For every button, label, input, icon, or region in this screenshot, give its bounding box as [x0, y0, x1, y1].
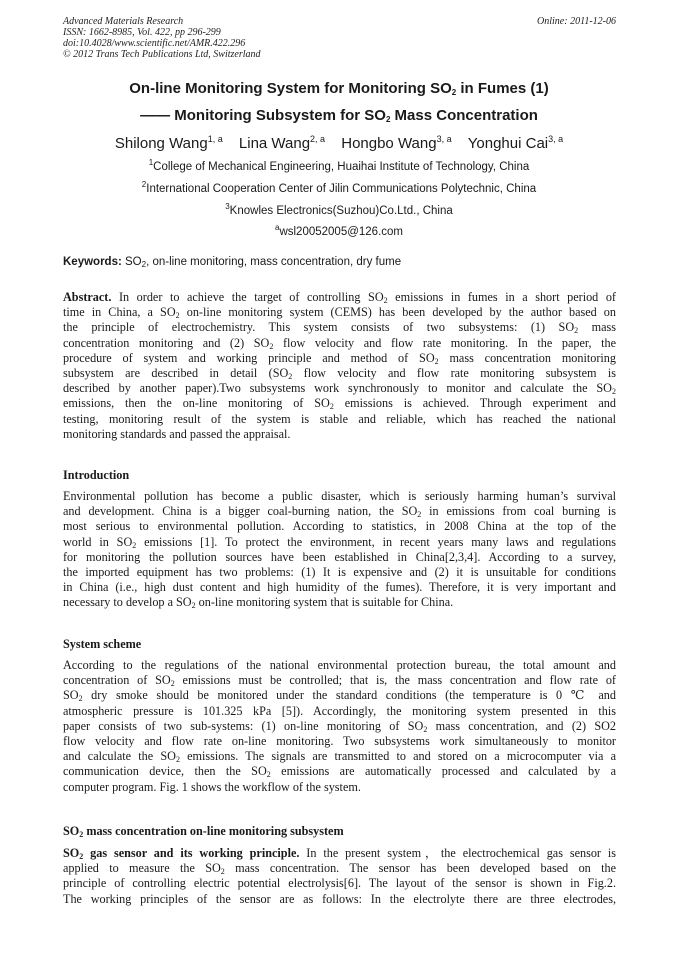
text-line: paper consists of two sub-systems: (1) on-line monitoring of $SO_2$ mass concentration, and (2) SO2 [63, 718, 616, 734]
text-line: atmospheric pressure is 101.325 kPa [5]). Accordingly, the monitoring system presented in this [63, 703, 616, 718]
text-line: and calculate the $SO_2$ emissions. The signals are transmitted to and stored on a microcomputer via a [63, 749, 616, 765]
text-line: procedure of system and working principle and method of $SO_2$ mass concentration monitoring [63, 350, 616, 366]
affiliation: $^1$College of Mechanical Engineering, Huaihai Institute of Technology, China [148, 158, 530, 173]
system-scheme-text [63, 658, 616, 795]
introduction-text [63, 489, 616, 611]
text-line: world in $SO_2$ emissions [1]. To protect the environment, in recent years many laws and regulations [63, 534, 616, 550]
paper-title-line-1: On-line Monitoring System for Monitoring $SO_2$ in Fumes (1) [129, 80, 549, 97]
affiliation: $^2$International Cooperation Center of Jilin Communications Polytechnic, China [141, 180, 537, 195]
text-line: computer program. Fig. 1 shows the workflow of the system. [63, 779, 361, 794]
text-line: concentration of $SO_2$ emissions must be controlled; that is, the mass concentration and flow rate of [63, 673, 616, 689]
author: Shilong Wang$^{1, a}$ [114, 134, 223, 152]
journal-name: Advanced Materials Research [63, 16, 184, 27]
text-line: Environmental pollution has become a public disaster, which is seriously harming human’s survival [63, 489, 616, 503]
journal-header [63, 16, 261, 60]
text-line: communication device, then the $SO_2$ emissions are automatically processed and calculated by a [63, 764, 616, 780]
author: Lina Wang$^{2, a}$ [238, 134, 326, 152]
section-heading-introduction: Introduction [63, 468, 130, 482]
text-line: subsystem are described in detail ($SO_2$ flow velocity and flow rate monitoring subsystem is [63, 365, 616, 381]
text-line: Abstract. In order to achieve the target of controlling $SO_2$ emissions in fumes in a short period of [63, 290, 616, 305]
text-line: principle of controlling electric potential electrolysis[6]. The layout of the sensor is shown in Fig.2. [63, 876, 616, 891]
text-line: monitoring standards and passed the appraisal. [63, 426, 291, 441]
text-line: $SO_2$ gas sensor and its working principle. In the present system，the electrochemical gas sensor is [63, 846, 616, 861]
text-line: $SO_2$ dry smoke should be monitored under the standard conditions (the temperature is 0 ℃ and [63, 688, 616, 704]
text-line: concentration monitoring and (2) $SO_2$ flow velocity and flow rate monitoring. In the paper, the [63, 335, 616, 351]
text-line: the principle of electrochemistry. This system consists of two subsystems: (1) $SO_2$ mass [63, 320, 616, 336]
text-line: necessary to develop a $SO_2$ on-line monitoring system that is suitable for China. [63, 595, 454, 611]
text-line: time in China, a $SO_2$ on-line monitoring system (CEMS) has been developed by the author based on [63, 305, 616, 321]
online-date: Online: 2011-12-06 [537, 16, 616, 27]
text-line: The working principles of the sensor are as follows: In the electrolyte there are three electrodes, [63, 891, 616, 906]
text-line: and development. China is a bigger coal-burning nation, the $SO_2$ in emissions from coal burning is [63, 504, 616, 520]
paper-title-line-2: —— Monitoring Subsystem for $SO_2$ Mass Concentration [140, 107, 538, 124]
text-line: According to the regulations of the national environmental protection bureau, the total amount and [63, 658, 616, 672]
keywords: Keywords: $SO_2$, on-line monitoring, mass concentration, dry fume [63, 256, 402, 269]
section-heading-subsystem: $SO_2$ mass concentration on-line monitoring subsystem [63, 824, 344, 839]
author-list [0, 128, 678, 155]
author: Hongbo Wang$^{3, a}$ [341, 134, 452, 152]
journal-copyright: © 2012 Trans Tech Publications Ltd, Switzerland [63, 49, 261, 60]
author-email: $^a$wsl20052005@126.com [274, 223, 403, 238]
paragraph-label: $SO_2$ gas sensor and its working principle. [63, 846, 300, 861]
abstract-label: Abstract. [63, 290, 112, 304]
text-line: testing, monitoring result of the system is stable and reliable, which has reached the national [63, 411, 616, 426]
abstract [63, 290, 616, 442]
text-line: emissions, then the on-line monitoring of $SO_2$ emissions is achieved. Through experiment and [63, 396, 616, 412]
text-line: the imported equipment has two problems: (1) It is expensive and (2) it is unsuitable for conditions [63, 564, 616, 579]
journal-issn: ISSN: 1662-8985, Vol. 422, pp 296-299 [63, 27, 221, 38]
subsystem-text [63, 846, 616, 907]
text-line: most serious to environmental pollution. According to statistics, in 2008 China at the top of the [63, 519, 616, 534]
text-line: described by another paper).Two subsystems work synchronously to monitor and calculate the $SO_2$ [63, 381, 616, 397]
text-line: applied to measure the $SO_2$ mass concentration. The sensor has been developed based on the [63, 861, 616, 877]
section-heading-system-scheme: System scheme [63, 637, 142, 651]
journal-doi: doi:10.4028/www.scientific.net/AMR.422.296 [63, 38, 246, 49]
text-line: flow velocity and flow rate on-line monitoring. Two subsystems work simultaneously to monitor [63, 733, 616, 748]
text-line: for monitoring the pollution sources have been established in China[2,3,4]. According to a survey, [63, 549, 616, 564]
text-line: in China (i.e., high dust content and high humidity of the fumes). Therefore, it is very important and [63, 580, 616, 595]
author: Yonghui Cai$^{3, a}$ [467, 134, 564, 152]
affiliation: $^3$Knowles Electronics(Suzhou)Co.Ltd., China [225, 202, 453, 217]
